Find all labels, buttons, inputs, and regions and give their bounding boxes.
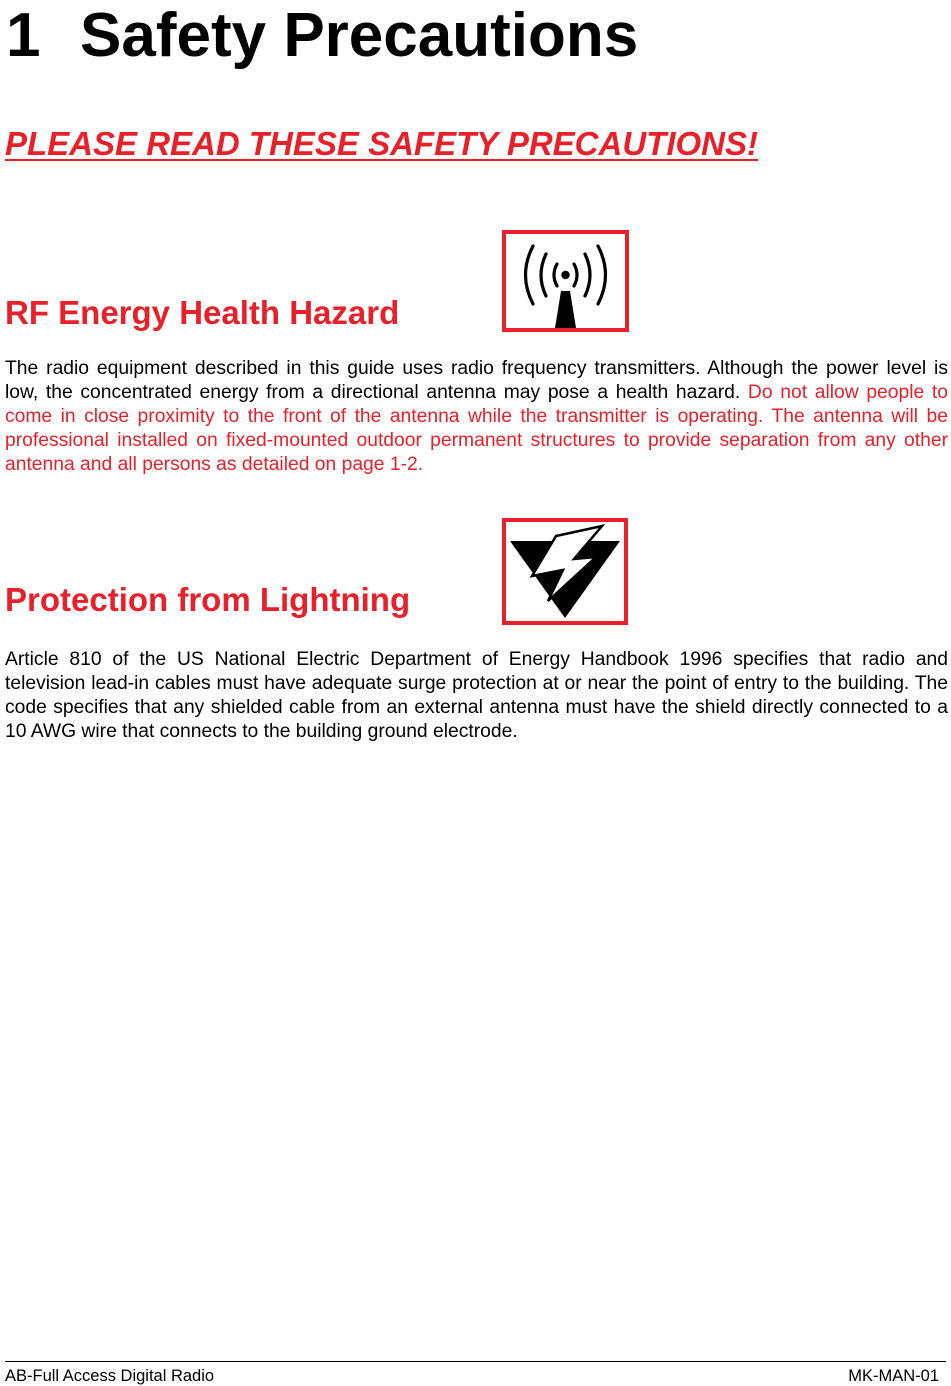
rf-hazard-heading: RF Energy Health Hazard (5, 294, 400, 331)
lightning-heading: Protection from Lightning (5, 581, 411, 618)
rf-radiation-icon (502, 230, 629, 332)
warning-banner: PLEASE READ THESE SAFETY PRECAUTIONS! (5, 125, 758, 162)
lightning-paragraph: Article 810 of the US National Electric Department of Energy Handbook 1996 specifies that radio and television lead-in cables must have adequate surge protection at or near the point of entry to the building. The code specifies that any shielded cable from an external antenna must have the shield directly connected to a 10 AWG wire that connects to the building ground electrode. (5, 649, 948, 742)
rf-hazard-warning-text: Do not allow people to come in close proximity to the front of the antenna while the transmitter is operating. The antenna will be professional installed on fixed-mounted outdoor permanent structures to provide separation from any other antenna and all persons as detailed on page 1-2. (5, 382, 948, 475)
footer-divider (5, 1361, 946, 1362)
rf-hazard-text: The radio equipment described in this guide uses radio frequency transmitters. Although the power level is low, the concentrated energy from a directional antenna may pose a health hazard. (5, 358, 948, 403)
footer-document-number: MK-MAN-01 (848, 1367, 939, 1385)
footer-document-title: AB-Full Access Digital Radio (5, 1367, 215, 1385)
chapter-title (6, 0, 638, 72)
chapter-number: 1 (6, 1, 41, 70)
chapter-title-text: Safety Precautions (80, 1, 639, 70)
rf-hazard-paragraph (5, 357, 948, 477)
lightning-icon (502, 518, 628, 625)
